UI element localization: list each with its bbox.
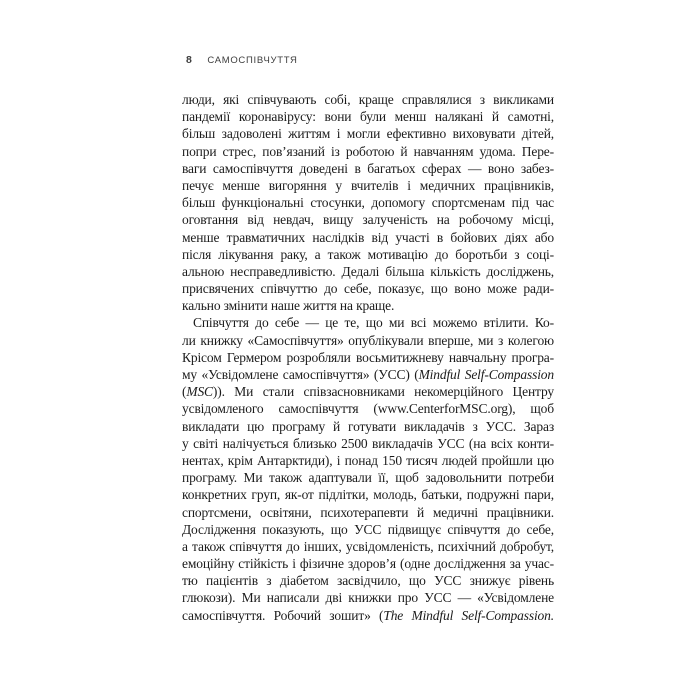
text-line: Крісом Гермером розробляли восьмитижневу навчальну програ- [182,349,554,365]
paragraph [182,91,554,314]
text-line: Дослідження показують, що УСС підвищує співчуття до себе, [182,521,554,537]
text-line: програму. Ми також адаптували її, щоб задовольнити потреби [182,470,554,486]
running-title: САМОСПІВЧУТТЯ [207,55,298,66]
text-line: кально змінити наше життя на краще. [182,298,395,314]
text-line: тю пацієнтів з діабетом засвідчило, що УСС знижує рівень [182,573,554,589]
text-line: пандемії коронавірусу: вони були менш налякані й самотні, [182,109,554,125]
text-line: попри стрес, пов’язаний із роботою й навчанням удома. Пере- [182,143,554,159]
text-line: спортсмени, освітяни, психотерапевти й медичні працівники. [182,504,554,520]
text-line: а також співчуття до інших, усвідомленість, психічний добробут, [182,538,554,554]
text-line: після лікування раку, а також мотивацію до боротьби з соці- [182,246,554,262]
text-line: нентах, крім Антарктиди), і понад 150 тисяч людей пройшли цю [182,452,554,468]
text-line: емоційну стійкість і фізичне здоров’я (одне дослідження за учас- [182,556,554,572]
page-body [182,91,554,624]
text-line: му «Усвідомлене самоспівчуття» (УСС) (Mindful Self-Compassion [182,367,554,382]
text-line: оговтання від невдач, вищу залученість на робочому місці, [182,212,554,228]
text-line: менше травматичних наслідків від участі в бойових діях або [182,229,554,245]
text-line: більш функціональні стосунки, допомогу спортсменам під час [182,195,554,211]
text-line: альною несправедливістю. Дедалі більша кількість досліджень, [182,263,554,279]
text-line: самоспівчуття. Робочий зошит» (The Mindful Self-Compassion. [182,607,554,623]
text-line: більш задоволені життям і могли ефективно виховувати дітей, [182,126,554,142]
text-line: глюкози). Ми написали дві книжки про УСС — «Усвідомлене [182,590,554,606]
text-line: люди, які співчувають собі, краще справлялися з викликами [182,92,554,107]
text-line: (MSC)). Ми стали співзасновниками некомерційного Центру [182,384,554,400]
paragraph [182,314,554,623]
page-number: 8 [186,54,193,66]
text-line: печує менше вигоряння у вчителів і медичних працівників, [182,177,554,193]
text-line: усвідомленого самоспівчуття (www.CenterforMSC.org), щоб [182,401,554,417]
text-line: конкретних груп, як-от підлітки, молодь, батьки, подружні пари, [182,487,554,503]
text-line: присвячених співчуттю до себе, показує, що воно може ради- [182,281,554,297]
text-line: Співчуття до себе — це те, що ми всі можемо втілити. Ко- [193,315,554,331]
text-line: викладати цю програму й готувати викладачів з УСС. Зараз [182,418,554,434]
running-header [186,54,298,66]
text-line: ваги самоспівчуття доведені в багатьох сферах — воно забез- [182,160,554,176]
text-line: у світі налічується близько 2500 викладачів УСС (на всіх конти- [182,435,554,451]
text-line: ли книжку «Самоспівчуття» опублікували вперше, ми з колегою [182,332,554,348]
